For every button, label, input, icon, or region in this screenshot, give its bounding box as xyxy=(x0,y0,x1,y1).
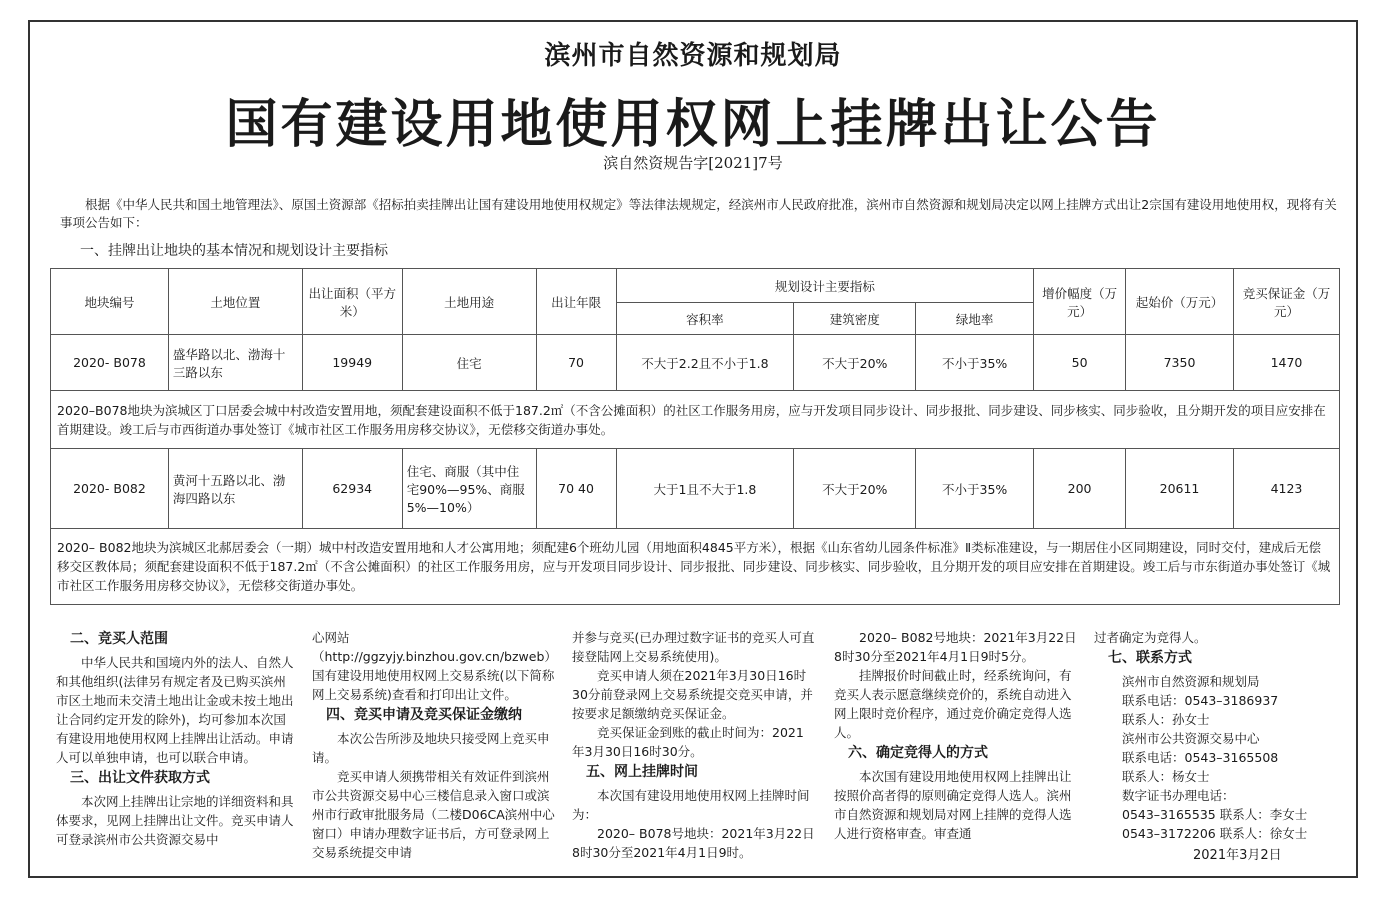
intro-paragraph: 根据《中华人民共和国土地管理法》、原国土资源部《招标拍卖挂牌出让国有建设用地使用权规定》等法律法规规定，经滨州市人民政府批准，滨州市自然资源和规划局决定以网上挂牌方式出让2宗国有建设用地使用权，现将有关事项公告如下： xyxy=(60,197,1337,230)
cell-land-use: 住宅、商服（其中住宅90%—95%、商服5%—10%） xyxy=(402,449,536,529)
section-7-heading: 七、联系方式 xyxy=(1108,650,1192,666)
cell-location: 盛华路以北、渤海十三路以东 xyxy=(168,335,302,391)
section-1-heading: 一、挂牌出让地块的基本情况和规划设计主要指标 xyxy=(80,243,388,259)
cell-green: 不小于35% xyxy=(916,449,1034,529)
cell-density: 不大于20% xyxy=(794,449,916,529)
cell-far: 不大于2.2且不小于1.8 xyxy=(616,335,794,391)
cell-parcel-id: 2020- B082 xyxy=(51,449,169,529)
contact-line: 数字证书办理电话： xyxy=(1122,788,1235,803)
section-3-text-cont: 心网站（http://ggzyjy.binzhou.gov.cn/bzweb）国有建设用地使用权网上交易系统(以下简称网上交易系统)查看和打印出让文件。 xyxy=(312,630,555,702)
header-density: 建筑密度 xyxy=(794,303,916,335)
cell-increment: 200 xyxy=(1034,449,1126,529)
contact-line: 联系电话：0543–3186937 xyxy=(1122,693,1279,708)
document-number: 滨自然资规告字[2021]7号 xyxy=(603,154,783,172)
header-planning: 规划设计主要指标 xyxy=(616,269,1034,303)
column-5 xyxy=(1094,628,1344,843)
cell-far: 大于1且不大于1.8 xyxy=(616,449,794,529)
header-term: 出让年限 xyxy=(536,269,616,335)
cell-term: 70 40 xyxy=(536,449,616,529)
table-row xyxy=(51,449,1340,529)
section-2-heading: 二、竞买人范围 xyxy=(70,631,168,647)
cell-increment: 50 xyxy=(1034,335,1126,391)
contact-line: 联系人：孙女士 xyxy=(1122,712,1210,727)
header-deposit: 竞买保证金（万元） xyxy=(1233,269,1339,335)
cell-area: 62934 xyxy=(302,449,402,529)
page-title: 国有建设用地使用权网上挂牌出让公告 xyxy=(225,95,1161,155)
contact-line: 联系人：杨女士 xyxy=(1122,769,1210,784)
header-location: 土地位置 xyxy=(168,269,302,335)
header-green: 绿地率 xyxy=(916,303,1034,335)
header-far: 容积率 xyxy=(616,303,794,335)
cell-start-price: 7350 xyxy=(1126,335,1234,391)
contact-line: 滨州市自然资源和规划局 xyxy=(1122,674,1260,689)
section-5-text-b: 2020– B078号地块：2021年3月22日8时30分至2021年4月1日9时。 xyxy=(572,826,815,860)
cell-deposit: 1470 xyxy=(1233,335,1339,391)
contact-line: 0543–3165535 联系人：李女士 xyxy=(1122,807,1308,822)
cell-green: 不小于35% xyxy=(916,335,1034,391)
header-parcel-id: 地块编号 xyxy=(51,269,169,335)
section-4-heading: 四、竞买申请及竞买保证金缴纳 xyxy=(326,707,522,723)
column-2 xyxy=(312,628,556,862)
section-5-text-a: 本次国有建设用地使用权网上挂牌时间为： xyxy=(572,788,810,822)
section-3-text: 本次网上挂牌出让宗地的详细资料和具体要求，见网上挂牌出让文件。竞买申请人可登录滨州市公共资源交易中 xyxy=(56,794,294,847)
section-6-heading: 六、确定竞得人的方式 xyxy=(848,745,988,761)
section-4-text-d: 竞买保证金到账的截止时间为：2021年3月30日16时30分。 xyxy=(572,725,804,759)
section-5-text-d: 挂牌报价时间截止时，经系统询问，有竞买人表示愿意继续竞价的，系统自动进入网上限时竞价程序，通过竞价确定竞得人选人。 xyxy=(834,668,1072,740)
cell-land-use: 住宅 xyxy=(402,335,536,391)
cell-start-price: 20611 xyxy=(1126,449,1234,529)
section-3-heading: 三、出让文件获取方式 xyxy=(70,770,210,786)
section-5-text-c: 2020– B082号地块：2021年3月22日8时30分至2021年4月1日9时5分。 xyxy=(834,630,1077,664)
cell-density: 不大于20% xyxy=(794,335,916,391)
section-6-text: 本次国有建设用地使用权网上挂牌出让按照价高者得的原则确定竞得人选人。滨州市自然资源和规划局对网上挂牌的竞得人选人进行资格审查。审查通 xyxy=(834,769,1072,841)
table-row xyxy=(51,335,1340,391)
section-4-text-b: 竞买申请人须携带相关有效证件到滨州市公共资源交易中心三楼信息录入窗口或滨州市行政审批服务局（二楼D06CA滨州中心窗口）申请办理数字证书后，方可登录网上交易系统提交申请 xyxy=(312,769,555,860)
section-2-text: 中华人民共和国境内外的法人、自然人和其他组织(法律另有规定者及已购买滨州市区土地而未交清土地出让金或未按土地出让合同约定开发的除外)，均可参加本次国有建设用地使用权网上挂牌出让活动。申请人可以单独申请，也可以联合申请。 xyxy=(56,655,294,765)
table-note-row xyxy=(51,391,1340,449)
parcel-table xyxy=(50,268,1340,605)
column-3 xyxy=(572,628,816,862)
contact-line: 联系电话：0543–3165508 xyxy=(1122,750,1279,765)
contact-line: 滨州市公共资源交易中心 xyxy=(1122,731,1260,746)
header-area: 出让面积（平方米） xyxy=(302,269,402,335)
cell-deposit: 4123 xyxy=(1233,449,1339,529)
contact-list xyxy=(1094,672,1344,843)
announcement-date: 2021年3月2日 xyxy=(1193,848,1282,863)
table-note-row xyxy=(51,529,1340,605)
parcel-note: 2020–B078地块为滨城区丁口居委会城中村改造安置用地，须配套建设面积不低于187.2㎡（不含公摊面积）的社区工作服务用房，应与开发项目同步设计、同步报批、同步建设、同步核实、同步验收，且分期开发的项目应安排在首期建设。竣工后与市西街道办事处签订《城市社区工作服务用房移交协议》，无偿移交街道办事处。 xyxy=(51,391,1340,449)
cell-area: 19949 xyxy=(302,335,402,391)
section-4-text-a: 本次公告所涉及地块只接受网上竞买申请。 xyxy=(312,731,550,765)
section-6-text-cont: 过者确定为竞得人。 xyxy=(1094,630,1207,645)
org-name: 滨州市自然资源和规划局 xyxy=(544,41,842,71)
contact-line: 0543–3172206 联系人：徐女士 xyxy=(1122,826,1308,841)
section-5-heading: 五、网上挂牌时间 xyxy=(586,764,698,780)
header-land-use: 土地用途 xyxy=(402,269,536,335)
section-4-text-cont: 并参与竞买(已办理过数字证书的竞买人可直接登陆网上交易系统使用)。 xyxy=(572,630,815,664)
parcel-note: 2020– B082地块为滨城区北郝居委会（一期）城中村改造安置用地和人才公寓用地；须配建6个班幼儿园（用地面积4845平方米），根据《山东省幼儿园条件标准》Ⅱ类标准建设，与一期居住小区同期建设，同时交付，建成后无偿移交区教体局；须配套建设面积不低于187.2㎡（不含公摊面积）的社区工作服务用房，应与开发项目同步设计、同步报批、同步建设、同步核实、同步验收，且分期开发的项目应安排在首期建设。竣工后与市东街道办事处签订《城市社区工作服务用房移交协议》，无偿移交街道办事处。 xyxy=(51,529,1340,605)
section-4-text-c: 竞买申请人须在2021年3月30日16时30分前登录网上交易系统提交竞买申请，并按要求足额缴纳竞买保证金。 xyxy=(572,668,813,721)
cell-location: 黄河十五路以北、渤海四路以东 xyxy=(168,449,302,529)
column-1 xyxy=(56,628,296,849)
header-increment: 增价幅度（万元） xyxy=(1034,269,1126,335)
cell-term: 70 xyxy=(536,335,616,391)
cell-parcel-id: 2020- B078 xyxy=(51,335,169,391)
column-4 xyxy=(834,628,1078,843)
header-start-price: 起始价（万元） xyxy=(1126,269,1234,335)
